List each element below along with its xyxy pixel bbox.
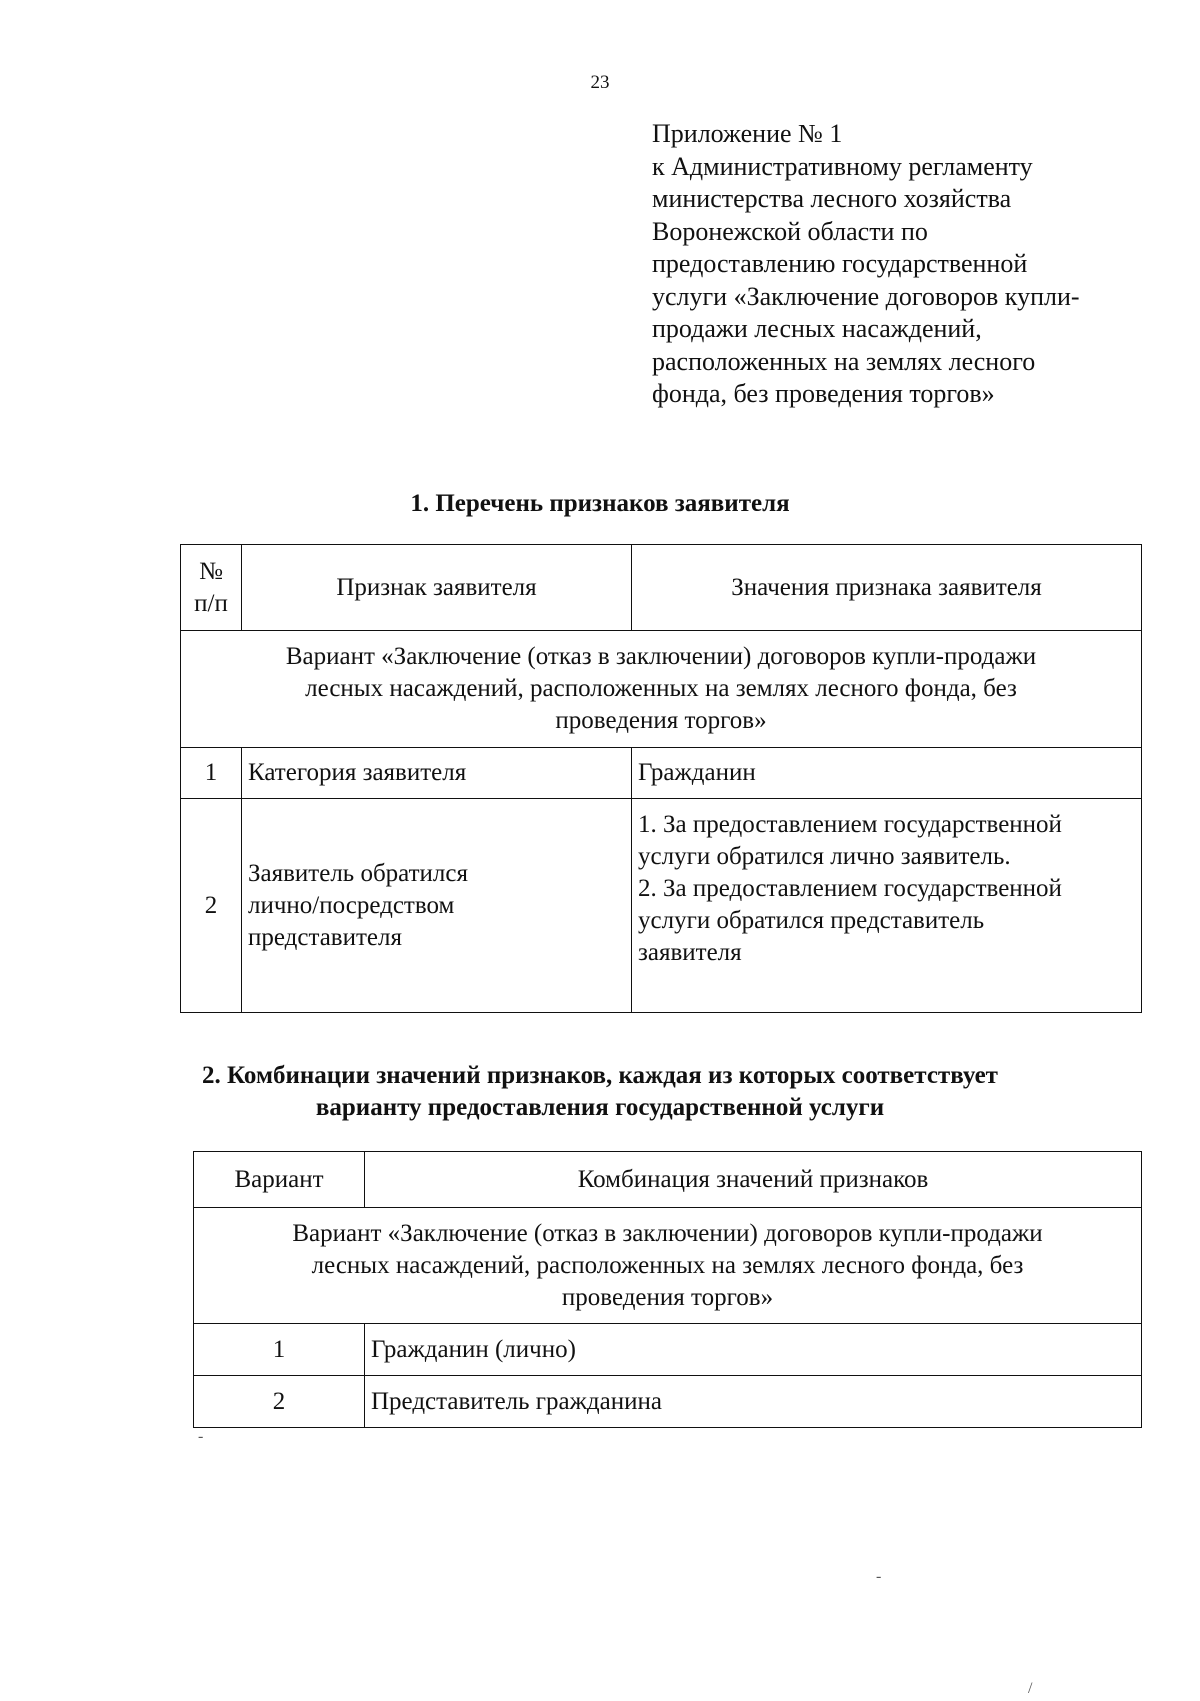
variant-combinations-table	[193, 1151, 1142, 1428]
row-number: 2	[194, 1376, 365, 1428]
appendix-line: услуги «Заключение договоров купли-	[652, 281, 1080, 311]
section-1-title: 1. Перечень признаков заявителя	[410, 490, 790, 517]
applicant-features-table	[180, 544, 1142, 1013]
row-number: 1	[194, 1324, 365, 1376]
table-row	[194, 1376, 1142, 1428]
table-row	[181, 748, 1142, 799]
variant-row	[181, 631, 1142, 748]
row-values: Гражданин	[632, 748, 1142, 799]
section-2-title: 2. Комбинации значений признаков, каждая из которых соответствует варианту предоставления государственной услуги	[202, 1062, 998, 1121]
row-number: 1	[181, 748, 242, 799]
row-combination: Гражданин (лично)	[365, 1324, 1142, 1376]
appendix-header	[652, 118, 1172, 411]
appendix-line: расположенных на землях лесного	[652, 346, 1036, 376]
header-combination: Комбинация значений признаков	[365, 1152, 1142, 1208]
appendix-line: Воронежской области по	[652, 216, 928, 246]
scan-speck: ‐	[876, 1568, 882, 1585]
header-values: Значения признака заявителя	[632, 545, 1142, 631]
variant-row	[194, 1208, 1142, 1324]
table-row	[194, 1324, 1142, 1376]
row-number: 2	[181, 799, 242, 1013]
header-feature: Признак заявителя	[242, 545, 632, 631]
appendix-line: фонда, без проведения торгов»	[652, 379, 995, 408]
row-feature: Заявитель обратился лично/посредством представителя	[242, 799, 632, 1013]
variant-cell: Вариант «Заключение (отказ в заключении) договоров купли-продажи лесных насаждений, расположенных на землях лесного фонда, без проведения торгов»	[181, 631, 1142, 748]
appendix-line: предоставлению государственной	[652, 249, 1028, 278]
table-header-row	[181, 545, 1142, 631]
page-number: 23	[590, 72, 610, 93]
scan-speck: /	[1028, 1680, 1033, 1697]
scan-speck: ‐	[198, 1428, 204, 1445]
table-header-row	[194, 1152, 1142, 1208]
appendix-line: продажи лесных насаждений,	[652, 314, 982, 343]
row-combination: Представитель гражданина	[365, 1376, 1142, 1428]
header-number: № п/п	[181, 545, 242, 631]
row-values: 1. За предоставлением государственной услуги обратился лично заявитель. 2. За предоставлением государственной услуги обратился представитель заявителя	[632, 799, 1142, 1013]
appendix-line: к Административному регламенту	[652, 151, 1033, 181]
row-feature: Категория заявителя	[242, 748, 632, 799]
appendix-line: министерства лесного хозяйства	[652, 184, 1012, 213]
table-row	[181, 799, 1142, 1013]
variant-cell: Вариант «Заключение (отказ в заключении) договоров купли-продажи лесных насаждений, расположенных на землях лесного фонда, без проведения торгов»	[194, 1208, 1142, 1324]
appendix-line: Приложение № 1	[652, 119, 843, 148]
header-variant: Вариант	[194, 1152, 365, 1208]
